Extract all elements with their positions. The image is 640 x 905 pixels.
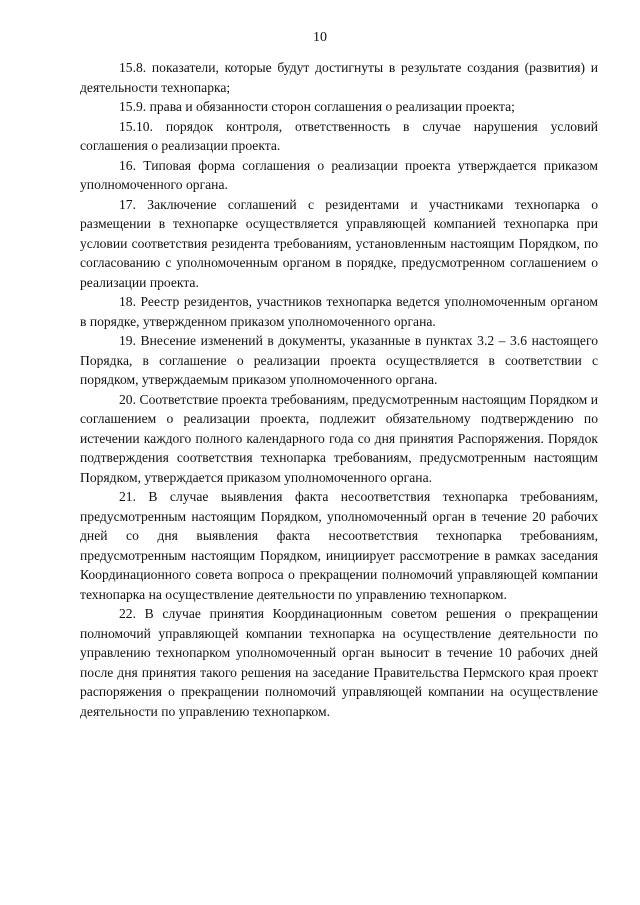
paragraph-18: 18. Реестр резидентов, участников технопарка ведется уполномоченным органом в порядке, утвержденном приказом уполномоченного органа. xyxy=(80,294,598,329)
paragraph-19: 19. Внесение изменений в документы, указанные в пунктах 3.2 – 3.6 настоящего Порядка, в соглашение о реализации проекта осуществляется в соответствии с порядком, утверждаемым приказом уполномоченного органа. xyxy=(80,333,598,387)
paragraph-16: 16. Типовая форма соглашения о реализации проекта утверждается приказом уполномоченного органа. xyxy=(80,157,598,192)
paragraph-22: 22. В случае принятия Координационным советом решения о прекращении полномочий управляющей компании технопарка на осуществление деятельности по управлению технопарком уполномоченный орган выносит в течение 10 рабочих дней после дня принятия такого решения на заседание Правительства Пермского края проект распоряжения о прекращении полномочий управляющей компании на осуществление деятельности по управлению технопарком. xyxy=(80,606,598,719)
page-number: 10 xyxy=(313,30,327,45)
paragraph-21: 21. В случае выявления факта несоответствия технопарка требованиям, предусмотренным настоящим Порядком, уполномоченный орган в течение 20 рабочих дней со дня выявления факта несоответствия технопарка требованиям, предусмотренным настоящим Порядком, инициирует рассмотрение в рамках заседания Координационного совета вопроса о прекращении полномочий управляющей компании технопарка на осуществление деятельности по управлению технопарком. xyxy=(80,489,598,602)
paragraph-17: 17. Заключение соглашений с резидентами и участниками технопарка о размещении в технопарке осуществляется управляющей компанией технопарка при условии соответствия резидента требованиям, установленным настоящим Порядком, по согласованию с уполномоченным органом в порядке, предусмотренном соглашением о реализации проекта. xyxy=(80,196,598,290)
paragraph-20: 20. Соответствие проекта требованиям, предусмотренным настоящим Порядком и соглашением о реализации проекта, подлежит обязательному подтверждению по истечении каждого полного календарного года со дня принятия Распоряжения. Порядок подтверждения соответствия технопарка требованиям, предусмотренным настоящим Порядком, утверждается приказом уполномоченного органа. xyxy=(80,391,598,485)
paragraph-15-8: 15.8. показатели, которые будут достигнуты в результате создания (развития) и деятельности технопарка; xyxy=(80,60,598,95)
paragraph-15-10: 15.10. порядок контроля, ответственность в случае нарушения условий соглашения о реализации проекта. xyxy=(80,118,598,153)
document-body xyxy=(80,58,598,721)
paragraph-15-9: 15.9. права и обязанности сторон соглашения о реализации проекта; xyxy=(119,99,515,114)
